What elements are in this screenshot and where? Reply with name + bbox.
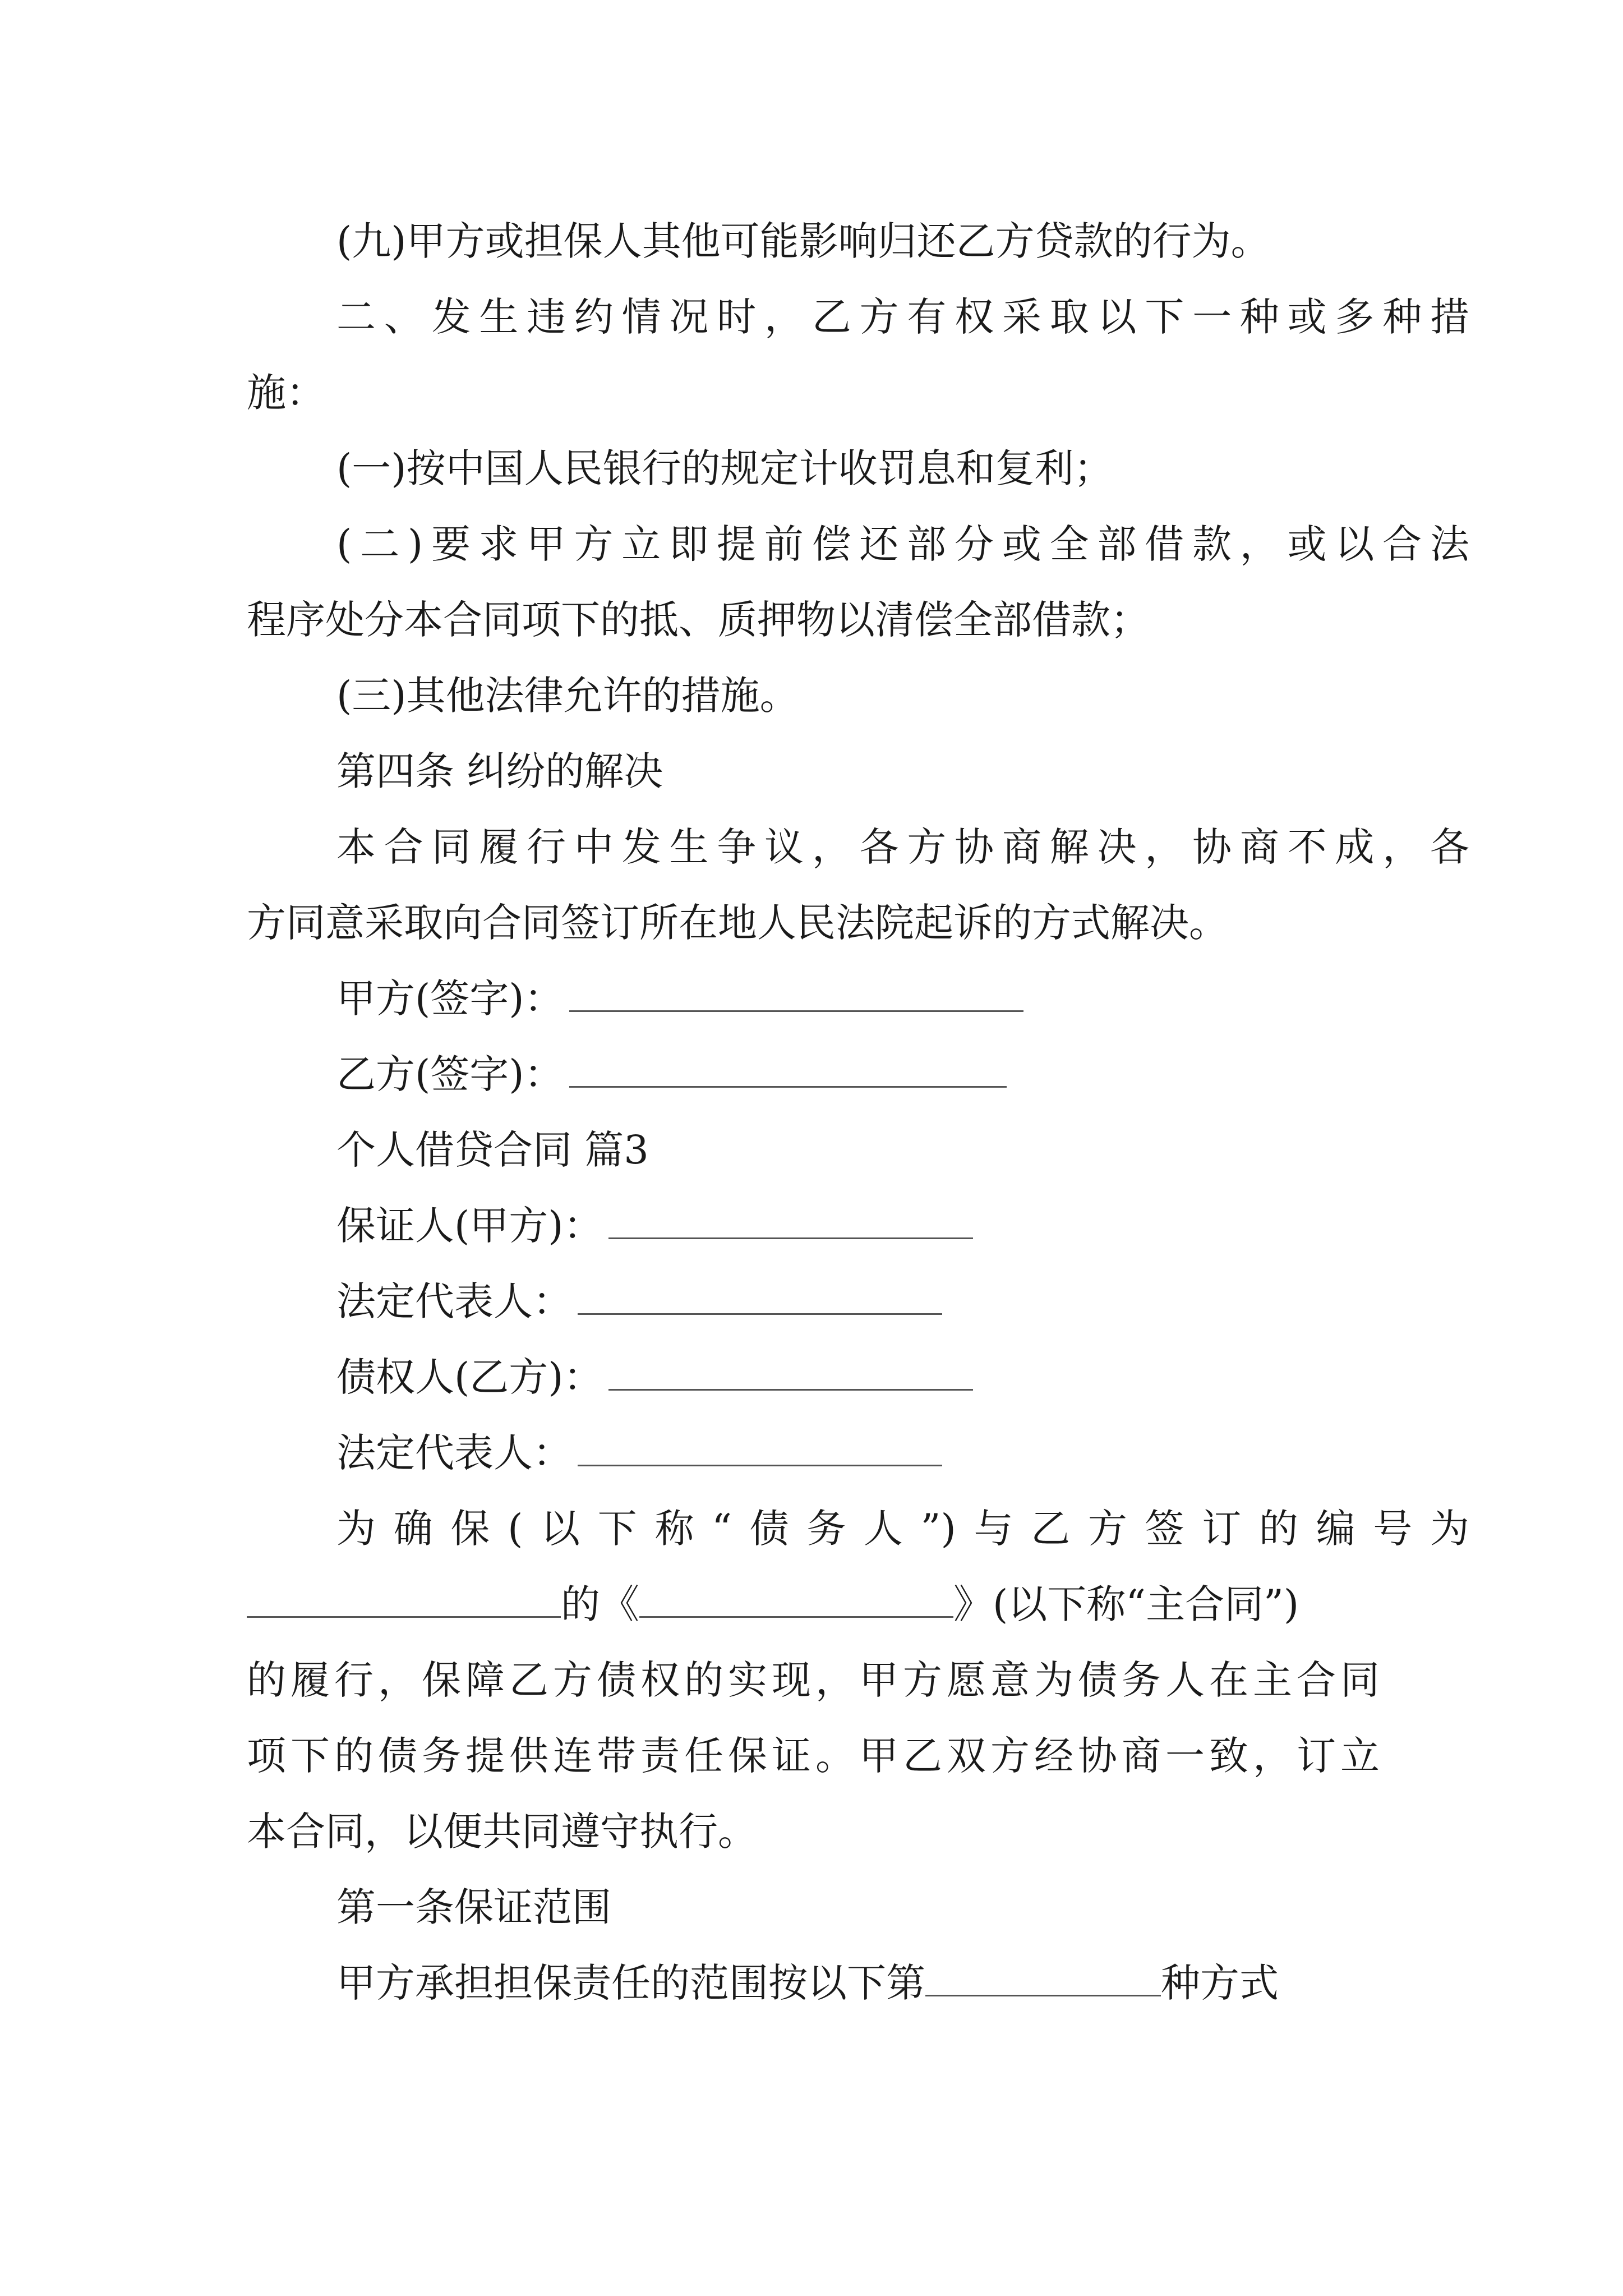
legal-rep-1-blank[interactable] [578, 1276, 942, 1315]
scope-line [0, 1952, 1279, 2014]
guarantor-row [0, 1195, 973, 1257]
party-a-signature-blank[interactable] [569, 973, 1023, 1012]
scope-line-end: 种方式 [1161, 1960, 1279, 2006]
paragraph-line4: 项下的债务提供连带责任保证。甲乙双方经协商一致，订立 [247, 1733, 1380, 1779]
article-1-heading: 第一条保证范围 [336, 1884, 611, 1930]
measure-3-text: (三)其他法律允许的措施。 [336, 673, 799, 719]
scope-option-blank[interactable] [925, 1958, 1161, 1996]
paragraph-line2-mid: 的《 [561, 1581, 639, 1627]
creditor-row [0, 1346, 973, 1408]
measure-2-text-line2: 程序处分本合同项下的抵、质押物以清偿全部借款； [247, 597, 1150, 643]
contract-name-blank[interactable] [639, 1579, 953, 1618]
paragraph-line1: 为确保(以下称“债务人”)与乙方签订的编号为 [336, 1506, 1469, 1552]
breach-measures-text-line2: 施： [247, 370, 325, 416]
paragraph-line2 [0, 1573, 1299, 1635]
paragraph-line2-end: 》(以下称“主合同”) [953, 1581, 1299, 1627]
section-title: 个人借贷合同 篇3 [336, 1127, 649, 1173]
paragraph-line5: 本合同，以便共同遵守执行。 [247, 1809, 757, 1855]
legal-rep-2-row [0, 1422, 942, 1484]
party-a-signature-row [0, 968, 1023, 1029]
party-b-signature-row [0, 1043, 1007, 1105]
legal-rep-1-label: 法定代表人： [336, 1278, 572, 1324]
measure-2-text-line1: (二)要求甲方立即提前偿还部分或全部借款，或以合法 [336, 521, 1469, 567]
party-b-signature-label: 乙方(签字)： [336, 1051, 564, 1097]
creditor-blank[interactable] [608, 1352, 973, 1391]
legal-rep-2-blank[interactable] [578, 1428, 942, 1466]
contract-number-blank[interactable] [247, 1579, 561, 1618]
dispute-text-line2: 方同意采取向合同签订所在地人民法院起诉的方式解决。 [247, 900, 1228, 946]
clause-9-text: (九)甲方或担保人其他可能影响归还乙方贷款的行为。 [336, 218, 1270, 264]
legal-rep-1-row [0, 1271, 942, 1332]
party-b-signature-blank[interactable] [569, 1049, 1007, 1088]
legal-rep-2-label: 法定代表人： [336, 1430, 572, 1476]
article-4-heading: 第四条 纠纷的解决 [336, 748, 663, 794]
creditor-label: 债权人(乙方)： [336, 1354, 603, 1400]
guarantor-blank[interactable] [608, 1200, 973, 1239]
party-a-signature-label: 甲方(签字)： [336, 976, 564, 1022]
guarantor-label: 保证人(甲方)： [336, 1203, 603, 1249]
scope-line-start: 甲方承担担保责任的范围按以下第 [336, 1960, 925, 2006]
paragraph-line3: 的履行，保障乙方债权的实现，甲方愿意为债务人在主合同 [247, 1657, 1380, 1703]
dispute-text-line1: 本合同履行中发生争议，各方协商解决，协商不成，各 [336, 824, 1469, 870]
measure-1-text: (一)按中国人民银行的规定计收罚息和复利； [336, 445, 1113, 491]
breach-measures-text-line1: 二、发生违约情况时，乙方有权采取以下一种或多种措 [336, 294, 1469, 340]
